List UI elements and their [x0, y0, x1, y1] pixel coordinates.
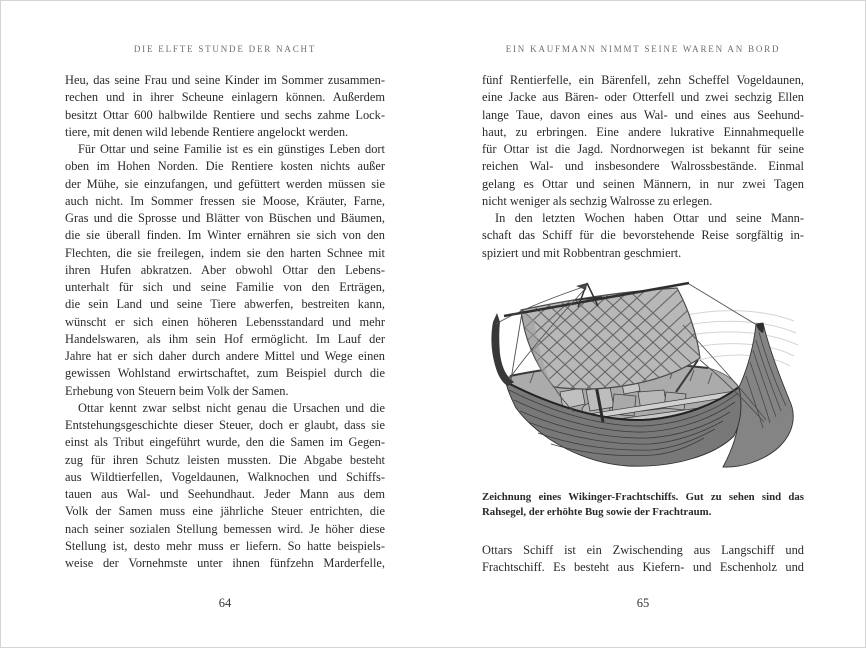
text-line: eine Jacke aus Bären- oder Otterfell und zwei sechzig Ellen — [482, 90, 804, 105]
text-line: gewissen Wohlstand erwirtschaftet, zum Beispiel durch die — [65, 366, 385, 381]
paragraph — [482, 542, 804, 577]
text-line: unterhalt für sich und seine Familie von den Erträgen, — [65, 280, 385, 294]
text-line: rechen und in ihrer Scheune einlagern können. Außerdem — [65, 90, 385, 105]
text-line: gelang es Ottar und seinen Männern, in nur zwei Tagen — [482, 176, 804, 191]
text-line: Stellung ist, desto mehr muss er liefern. So hatte beispiels- — [65, 538, 385, 553]
paragraph — [482, 72, 804, 210]
page-left — [65, 1, 385, 648]
text-line: wünscht er sich einen höheren Lebensstandard und mehr — [65, 314, 385, 329]
text-line: oben im Hohen Norden. Die Rentiere kosten nichts außer — [65, 159, 385, 174]
page-right — [482, 1, 804, 648]
text-line: besitzt Ottar 600 halbwilde Rentiere und sechs zahme Lock- — [65, 107, 385, 122]
text-line: die sie überall finden. Im Winter ernähren sie sich von den — [65, 228, 385, 243]
text-line: tiere, mit denen wild lebende Rentiere angelockt werden. — [65, 124, 349, 139]
text-line: Volk der Samen muss eine jährliche Steuer entrichten, die — [65, 504, 385, 519]
text-line: Zeichnung eines Wikinger-Frachtschiffs. Gut zu sehen sind das — [482, 491, 804, 503]
text-line: lange Taue, davon eines aus Wal- und eines aus Seehund- — [482, 107, 804, 122]
paragraph — [65, 400, 385, 573]
viking-ship-illustration — [476, 280, 808, 486]
text-line: tauen aus Wal- und Seehundhaut. Jeder Mann aus dem — [65, 487, 385, 501]
paragraph — [482, 490, 804, 519]
text-line: einst als Tribut eingeführt wurde, den die Samen im Gegen- — [65, 435, 385, 450]
text-line: Ottar kennt zwar selbst nicht genau die Ursachen und die — [78, 400, 385, 415]
text-line: nicht weniger als sechzig Walrosse zu erlegen. — [482, 193, 713, 208]
running-head-right: EIN KAUFMANN NIMMT SEINE WAREN AN BORD — [505, 44, 781, 54]
text-line: auch nicht. Im Sommer fressen sie Moose, Kräuter, Farne, — [65, 193, 385, 208]
body-text-left — [65, 72, 385, 572]
text-line: fünf Rentierfelle, ein Bärenfell, zehn Scheffel Vogeldaunen, — [482, 73, 804, 87]
text-line: weise der Vornehmste unter ihnen fünfzehn Marderfelle, — [65, 556, 385, 570]
text-line: Frachtschiff. Es besteht aus Kiefern- und Eschenholz und — [482, 560, 804, 575]
text-line: schaft das Schiff für die bevorstehende Reise sorgfältig in- — [482, 228, 804, 243]
text-line: zug für ihren Schutz leisten mussten. Die Abgabe besteht — [65, 452, 385, 467]
paragraph — [482, 210, 804, 262]
text-line: für Ottar ist die Jagd. Nordnorwegen ist bekannt für seine — [482, 142, 804, 156]
paragraph — [65, 141, 385, 400]
text-line: aus Wildtierfellen, Vogeldaunen, Walknochen und Schiffs- — [65, 469, 385, 484]
illustration-caption — [482, 490, 804, 519]
text-line: der Mühe, sie einzufangen, und gefüttert werden müssen sie — [65, 176, 385, 191]
text-line: spiziert und mit Robbentran geschmiert. — [482, 245, 682, 260]
text-line: Heu, das seine Frau und seine Kinder im Sommer zusammen- — [65, 73, 385, 87]
text-line: Für Ottar und seine Familie ist es ein günstiges Leben dort — [78, 142, 385, 156]
body-text-right-top — [482, 72, 804, 262]
text-line: Gras und die Sprosse und Blätter von Büschen und Bäumen, — [65, 211, 385, 225]
running-head-left: DIE ELFTE STUNDE DER NACHT — [133, 44, 317, 54]
paragraph — [65, 72, 385, 141]
text-line: Rahsegel, der erhöhte Bug sowie der Frachtraum. — [482, 505, 712, 518]
page-number-left: 64 — [218, 596, 232, 610]
text-line: reichen Wal- und insbesondere Walrossbestände. Einmal — [482, 159, 804, 174]
text-line: Handelswaren, als ihm sein Hof ermöglicht. Im Lauf der — [65, 331, 385, 346]
text-line: Entstehungsgeschichte dieser Steuer, doch er glaubt, dass sie — [65, 418, 385, 432]
text-line: haut, zu erbringen. Eine andere lukrative Einnahmequelle — [482, 124, 804, 139]
text-line: Flechten, die sie freilegen, indem sie den harten Schnee mit — [65, 245, 385, 260]
page-number-right: 65 — [636, 596, 650, 610]
text-line: Jahre hat er sich daher durch andere Mittel und Wege einen — [65, 349, 385, 363]
text-line: In den letzten Wochen haben Ottar und seine Mann- — [495, 211, 804, 225]
text-line: die sein Land und seine Tiere abwerfen, bestreiten kann, — [65, 297, 385, 312]
text-line: Ottars Schiff ist ein Zwischending aus Langschiff und — [482, 543, 804, 557]
text-line: ihren Hufen abkratzen. Aber obwohl Ottar den Lebens- — [65, 262, 385, 277]
text-line: nach seiner sozialen Stellung bemessen wird. Je höher diese — [65, 521, 385, 536]
text-line: Erhebung von Steuern beim Volk der Samen. — [65, 383, 289, 398]
body-text-right-bottom — [482, 542, 804, 577]
